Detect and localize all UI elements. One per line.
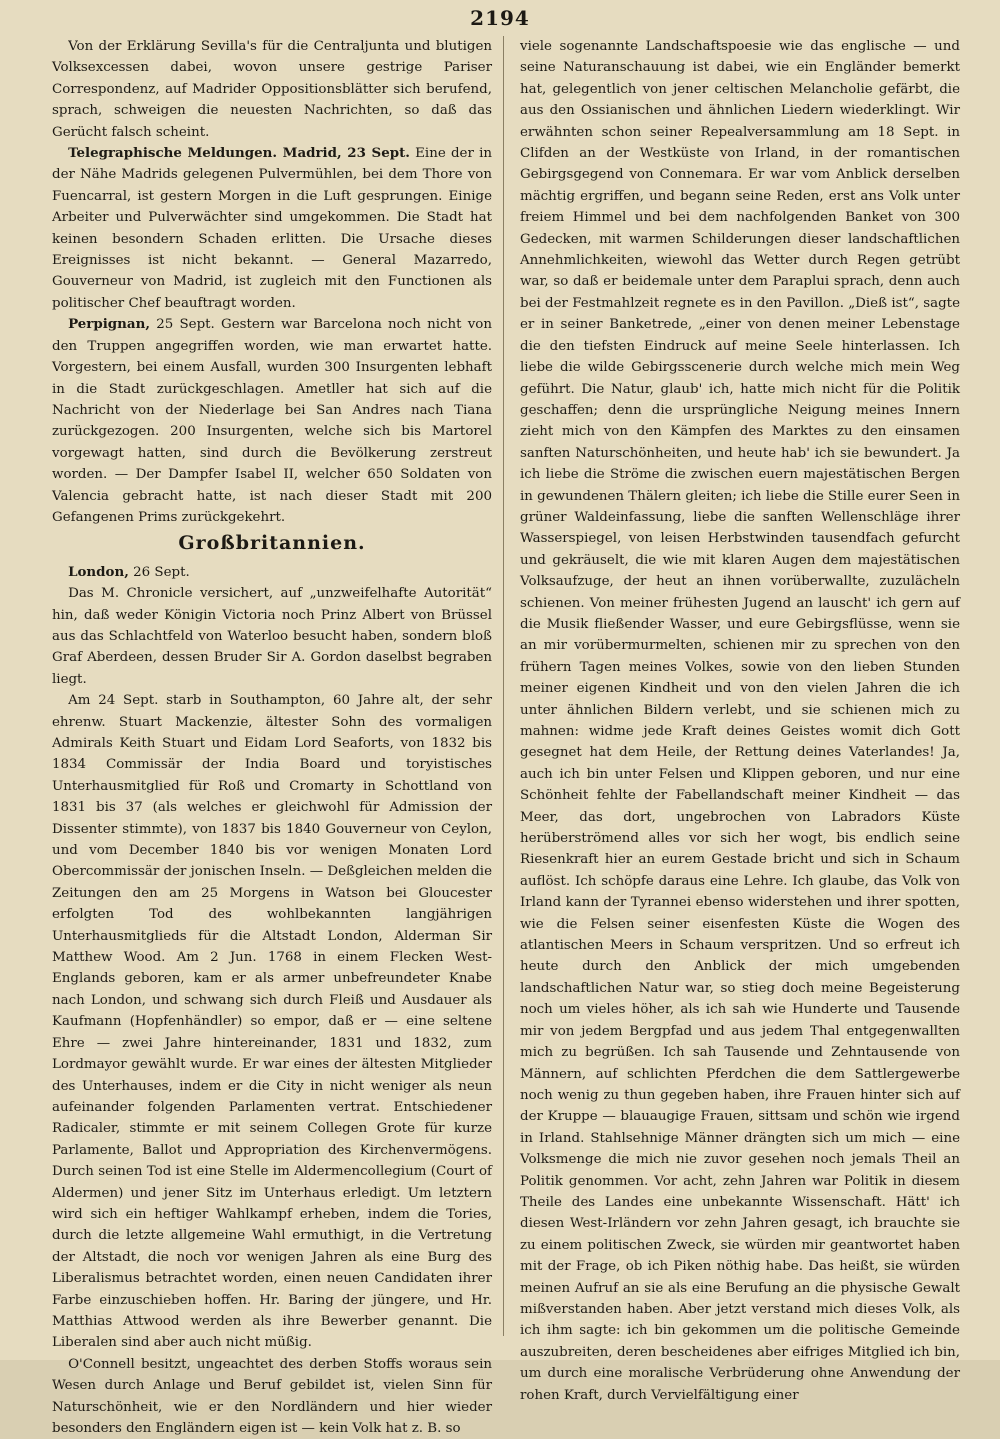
chronicle-paragraph: Das M. Chronicle versichert, auf „unzweifelhafte Autorität“ hin, daß weder Königin Victoria noch Prinz Albert von Brüssel aus das Schlachtfeld von Waterloo besucht haben, sondern bloß Graf Aberdeen, dessen Bruder Sir A. Gordon daselbst begraben liegt.	[52, 586, 492, 687]
oconnell-continued-paragraph: viele sogenannte Landschaftspoesie wie das englische — und seine Naturanschauung ist dabei, wie ein Engländer bemerkt hat, gelegentlich von jener celtischen Melancholie gefärbt, die aus den Ossianischen und ähnlichen Liedern wiederklingt. Wir erwähnten schon seiner Repealversammlung am 18 Sept. in Clifden an der Westküste von Irland, in der romantischen Gebirgsgegend von Connemara. Er war vom Anblick derselben mächtig ergriffen, und begann seine Reden, erst ans Volk unter freiem Himmel und bei dem nachfolgenden Banket von 300 Gedecken, mit warmen Schilderungen dieser landschaftlichen Annehmlichkeiten, wiewohl das Wetter durch Regen getrübt war, so daß er beidemale unter dem Paraplui sprach, denn auch bei der Festmahlzeit regnete es in den Pavillon. „Dieß ist“, sagte er in seiner Banketrede, „einer von denen meiner Lebenstage die den tiefsten Eindruck auf meine Seele hinterlassen. Ich liebe die wilde Gebirgsscenerie durch welche mich mein Weg geführt. Die Natur, glaub' ich, hatte mich nicht für die Politik geschaffen; denn die ursprüngliche Neigung meines Innern zieht mich von den Kämpfen des Marktes zu den einsamen sanften Naturschönheiten, und heute hab' ich sie bewundert. Ja ich liebe die Ströme die zwischen euern majestätischen Bergen in gewundenen Thälern gleiten; ich liebe die Stille eurer Seen in grüner Waldeinfassung, liebe die sanften Wellenschläge ihrer Wasserspiegel, von leisen Herbstwinden tausendfach gefurcht und gekräuselt, die wie mit klaren Augen dem majestätischen Volksaufzuge, der heut an ihnen vorüberwallte, zuzulächeln schienen. Von meiner frühesten Jugend an lauscht' ich gern auf die Musik fließender Wasser, und eure Gebirgsflüsse, wenn sie an mir vorübermurmelten, schienen mir zu sprechen von den frühern Tagen meines Volkes, sowie von den lieben Stunden meiner eigenen Kindheit und von den vielen Jahren die ich unter ähnlichen Bildern verlebt, und sie schienen mich zu mahnen: widme jede Kraft deines Geistes womit dich Gott gesegnet hat dem Heile, der Rettung deines Vaterlandes! Ja, auch ich bin unter Felsen und Klippen geboren, und nur eine Schönheit fehlte der Fabellandschaft meiner Kindheit — das Meer, das dort, ungebrochen von Labradors Küste herüberströmend alles vor sich her wogt, bis endlich seine Riesenkraft hier an eurem Gestade bricht und sich in Schaum auflöst. Ich schöpfe daraus eine Lehre. Ich glaube, das Volk von Irland kann der Tyrannei ebenso widerstehen und ihrer spotten, wie die Felsen seiner eisenfesten Küste die Wogen des atlantischen Meers in Schaum verspritzen. Und so erfreut ich heute durch den Anblick der mich umgebenden landschaftlichen Natur war, so stieg doch meine Begeisterung noch um vieles höher, als ich sah wie Hunderte und Tausende mir von jedem Bergpfad und aus jedem Thal entgegenwallten mich zu begrüßen. Ich sah Tausende und Zehntausende von Männern, auf schlichten Pferdchen die dem Sattlergewerbe noch wenig zu thun gegeben haben, ihre Frauen hinter sich auf der Kruppe — blauaugige Frauen, sittsam und schön wie irgend in Irland. Stahlsehnige Männer drängten sich um mich — eine Volksmenge die mich nie zuvor gesehen noch jemals Theil an Politik genommen. Vor acht, zehn Jahren war Politik in diesem Theile des Landes eine unbekannte Wissenschaft. Hätt' ich diesen West-Irländern vor zehn Jahren gesagt, ich brauchte sie zu einem politischen Zweck, sie würden mir geantwortet haben mit der Frage, ob ich Piken nöthig habe. Das heißt, sie würden meinen Aufruf an sie als eine Berufung an die physische Gewalt mißverstanden haben. Aber jetzt verstand mich dieses Volk, als ich ihm sagte: ich bin gekommen um die politische Gemeinde auszubreiten, deren bescheidenes aber eifriges Mitglied ich bin, um durch eine moralische Verbrüderung ohne Anwendung der rohen Kraft, durch Vervielfältigung einer	[520, 39, 960, 1403]
perpignan-paragraph	[52, 314, 492, 528]
right-column	[520, 36, 960, 1406]
obituary-paragraph: Am 24 Sept. starb in Southampton, 60 Jahre alt, der sehr ehrenw. Stuart Mackenzie, ältester Sohn des vormaligen Admirals Keith Stuart und Eidam Lord Seaforts, von 1832 bis 1834 Commissär der India Board und toryistisches Unterhausmitglied für Roß und Cromarty in Schottland von 1831 bis 37 (als welches er gleichwohl für Admission der Dissenter stimmte), von 1837 bis 1840 Gouverneur von Ceylon, und vom December 1840 bis vor wenigen Monaten Lord Obercommissär der jonischen Inseln. — Deßgleichen melden die Zeitungen den am 25 Morgens in Watson bei Gloucester erfolgten Tod des wohlbekannten langjährigen Unterhausmitglieds für die Altstadt London, Alderman Sir Matthew Wood. Am 2 Jun. 1768 in einem Flecken West-Englands geboren, kam er als armer unbefreundeter Knabe nach London, und schwang sich durch Fleiß und Ausdauer als Kaufmann (Hopfenhändler) so empor, daß er — eine seltene Ehre — zwei Jahre hintereinander, 1831 und 1832, zum Lordmayor gewählt wurde. Er war eines der ältesten Mitglieder des Unterhauses, indem er die City in nicht weniger als neun aufeinander folgenden Parlamenten vertrat. Entschiedener Radicaler, stimmte er mit seinem Collegen Grote für kurze Parlamente, Ballot und Appropriation des Kirchenvermögens. Durch seinen Tod ist eine Stelle im Aldermencollegium (Court of Aldermen) und jener Sitz im Unterhaus erledigt. Um letztern wird sich ein heftiger Wahlkampf erheben, indem die Tories, durch die letzte allgemeine Wahl ermuthigt, in die Vertretung der Altstadt, die noch vor wenigen Jahren als eine Burg des Liberalismus betrachtet worden, einen neuen Candidaten ihrer Farbe einzuschieben hoffen. Hr. Baring der jüngere, und Hr. Matthias Attwood werden als ihre Bewerber genannt. Die Liberalen sind aber auch nicht müßig.	[52, 693, 493, 1351]
perpignan-text: 25 Sept. Gestern war Barcelona noch nicht von den Truppen angegriffen worden, wie man erwartet hatte. Vorgestern, bei einem Ausfall, wurden 300 Insurgenten lebhaft in die Stadt zurückgeschlagen. Ametller hat sich auf die Nachricht von der Niederlage bei San Andres nach Tiana zurückgezogen. 200 Insurgenten, welche sich bis Martorel vorgewagt hatten, sind durch die Bevölkerung zerstreut worden. — Der Dampfer Isabel II, welcher 650 Soldaten von Valencia gebracht hatte, ist nach dieser Stadt mit 200 Gefangenen Prims zurückgekehrt.	[52, 317, 492, 525]
page-number: 2194	[470, 6, 530, 30]
sevilla-paragraph: Von der Erklärung Sevilla's für die Centraljunta und blutigen Volksexcessen dabei, wovon unsere gestrige Pariser Correspondenz, auf Madrider Oppositionsblätter sich berufend, sprach, schweigen die neuesten Nachrichten, so daß das Gerücht falsch scheint.	[52, 39, 492, 140]
left-column	[52, 36, 492, 1439]
london-lead: London,	[68, 563, 129, 580]
section-heading: Großbritannien.	[178, 532, 366, 555]
telegraph-text: Eine der in der Nähe Madrids gelegenen Pulvermühlen, bei dem Thore von Fuencarral, ist gestern Morgen in die Luft gesprungen. Einige Arbeiter und Pulverwächter sind umgekommen. Die Stadt hat keinen besondern Schaden erlitten. Die Ursache dieses Ereignisses ist nicht bekannt. — General Mazarredo, Gouverneur von Madrid, ist zugleich mit den Functionen als politischer Chef beauftragt worden.	[52, 146, 492, 311]
column-divider	[503, 36, 504, 1336]
telegraph-paragraph	[52, 143, 492, 314]
telegraph-lead: Telegraphische Meldungen. Madrid, 23 Sept.	[68, 145, 410, 162]
london-dateline	[52, 562, 492, 583]
london-date: 26 Sept.	[128, 564, 190, 580]
oconnell-paragraph: O'Connell besitzt, ungeachtet des derben Stoffs woraus sein Wesen durch Anlage und Beruf gebildet ist, vielen Sinn für Naturschönheit, wie er den Nordländern und hier wieder besonders den Engländern eigen ist — kein Volk hat z. B. so	[52, 1356, 492, 1436]
perpignan-lead: Perpignan,	[68, 316, 150, 333]
